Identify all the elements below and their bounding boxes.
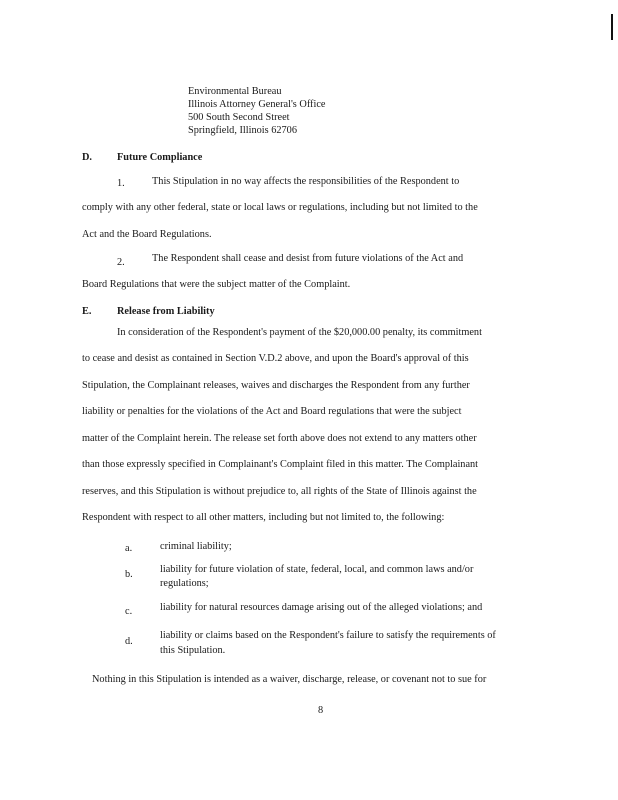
section-d-letter: D. [82, 152, 93, 163]
list-item-label: c. [125, 606, 133, 617]
closing-line: Nothing in this Stipulation is intended as a waiver, discharge, release, or covenant not to sue for [92, 674, 487, 685]
list-item-text: criminal liability; [160, 541, 232, 552]
paragraph-line: than those expressly specified in Complainant's Complaint filed in this matter. The Complainant [82, 459, 479, 470]
paragraph-line: matter of the Complaint herein. The release set forth above does not extend to any matters other [82, 433, 477, 444]
paragraph-line: comply with any other federal, state or local laws or regulations, including but not limited to the [82, 202, 478, 213]
address-line: 500 South Second Street [188, 112, 290, 123]
paragraph-line: to cease and desist as contained in Section V.D.2 above, and upon the Board's approval of this [82, 353, 469, 364]
paragraph-number: 2. [117, 257, 125, 268]
address-line: Springfield, Illinois 62706 [188, 125, 297, 136]
list-item-label: d. [125, 636, 133, 647]
list-item-text: liability for natural resources damage arising out of the alleged violations; and [160, 602, 483, 613]
page-number: 8 [318, 705, 324, 716]
paragraph-line: The Respondent shall cease and desist from future violations of the Act and [152, 253, 464, 264]
paragraph-line: Board Regulations that were the subject matter of the Complaint. [82, 279, 351, 290]
paragraph-line: Stipulation, the Complainant releases, waives and discharges the Respondent from any further [82, 380, 470, 391]
address-line: Environmental Bureau [188, 86, 282, 97]
list-item-label: b. [125, 569, 133, 580]
list-item-text: liability for future violation of state, federal, local, and common laws and/or [160, 564, 474, 575]
list-item-text: this Stipulation. [160, 645, 226, 656]
list-item-text: regulations; [160, 578, 209, 589]
section-d-heading: Future Compliance [117, 152, 203, 163]
paragraph-line: In consideration of the Respondent's payment of the $20,000.00 penalty, its commitment [117, 327, 482, 338]
paragraph-line: Act and the Board Regulations. [82, 229, 212, 240]
paragraph-number: 1. [117, 178, 125, 189]
paragraph-line: This Stipulation in no way affects the responsibilities of the Respondent to [152, 176, 460, 187]
address-line: Illinois Attorney General's Office [188, 99, 326, 110]
list-item-label: a. [125, 543, 133, 554]
section-e-letter: E. [82, 306, 92, 317]
paragraph-line: liability or penalties for the violations of the Act and Board regulations that were the subject [82, 406, 462, 417]
section-e-heading: Release from Liability [117, 306, 215, 317]
paragraph-line: Respondent with respect to all other matters, including but not limited to, the following: [82, 512, 445, 523]
list-item-text: liability or claims based on the Respondent's failure to satisfy the requirements of [160, 630, 496, 641]
scan-edge-mark [611, 14, 613, 40]
paragraph-line: reserves, and this Stipulation is without prejudice to, all rights of the State of Illinois against the [82, 486, 477, 497]
